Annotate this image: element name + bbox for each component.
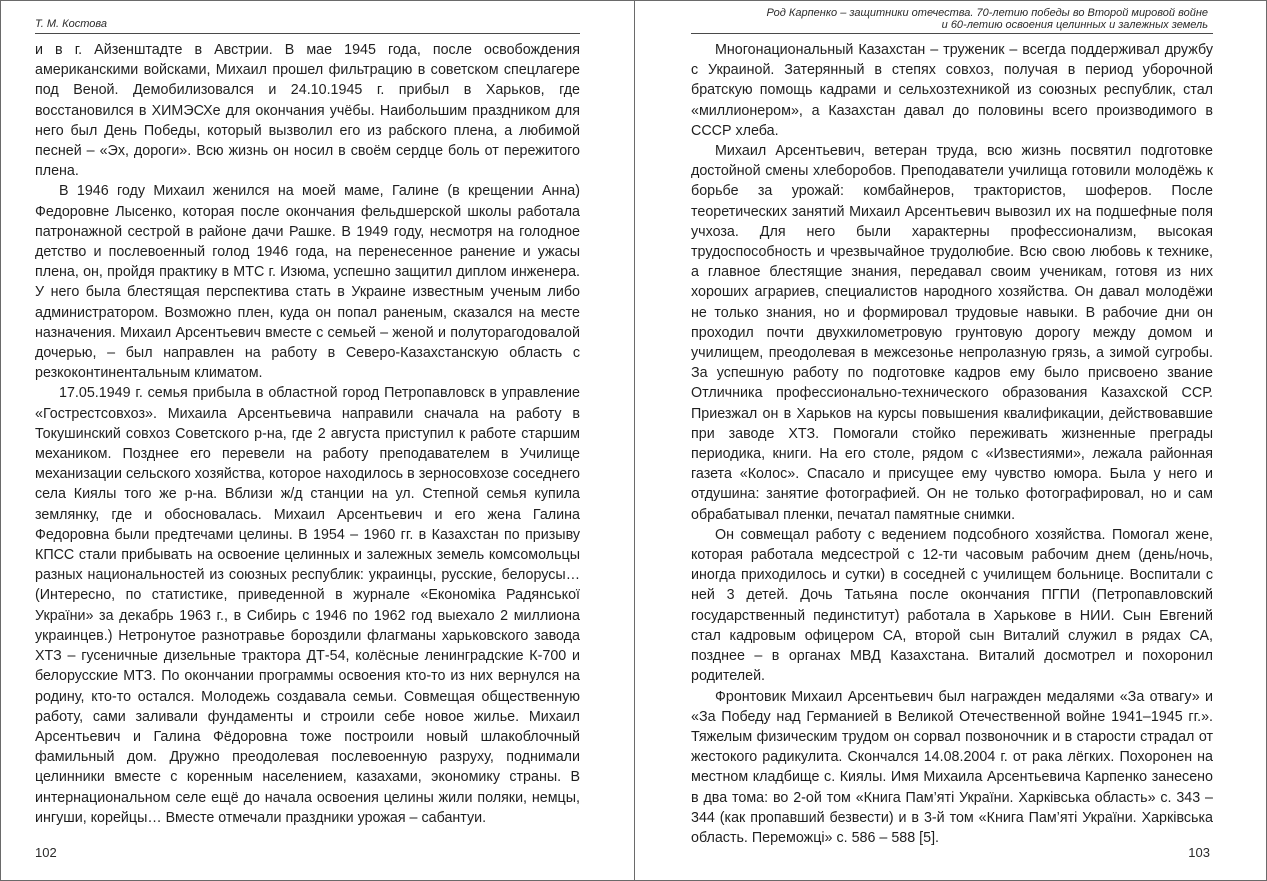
left-paragraph-3: 17.05.1949 г. семья прибыла в областной город Петропавловск в управление «Гострестсовхоз». Михаила Арсентьевича направили сначала на работу в Токушинский совхоз Советского р-на, где 2 августа приступил к работе старшим механиком. Позднее его перевели на работу преподавателем в Училище механизации сельского хозяйства, которое находилось в зерносовхозе соседнего села Киялы того же р-на. Вблизи ж/д станции на ул. Степной семья купила землянку, где и обосновалась. Михаил Арсентьевич и его жена Галина Федоровна были предтечами целины. В 1954 – 1960 гг. в Казахстан по призыву КПСС стали прибывать на освоение целинных и залежных земель комсомольцы разных национальностей из союзных республик: украинцы, русские, белорусы… (Интересно, по статистике, приведенной в журнале «Економіка Радянської України» за декабрь 1963 г., в Сибирь с 1946 по 1962 год выехало 2 миллиона украинцев.) Нетронутое разнотравье бороздили флагманы харьковского завода ХТЗ – гусеничные дизельные трактора ДТ-54, колёсные ленинградские К-700 и белорусские МТЗ. По окончании программы освоения кто-то из них вернулся на родину, кто-то остался. Молодежь создавала семьи. Совмещая общественную работу, сами заливали фундаменты и строили себе новое жилье. Михаил Арсентьевич и Галина Фёдоровна тоже построили новый шлакоблочный фамильный дом. Дружно преодолевая послевоенную разруху, поднимали целинники вместе с коренным населением, казахами, экономику страны. В интернациональном селе ещё до начала освоения целины жили поляки, немцы, ингуши, корейцы… Вместе отмечали праздники урожая – сабантуи. — [35, 385, 580, 826]
right-body-text — [691, 40, 1213, 848]
left-paragraph-1: и в г. Айзенштадте в Австрии. В мае 1945 года, после освобождения американскими войсками, Михаил прошел фильтрацию в советском спецлагере под Веной. Демобилизовался и 24.10.1945 г. прибыл в Харьков, где восстановился в ХИМЭСХе для окончания учёбы. Наибольшим праздником для него был День Победы, который вызволил его из рабского плена, а любимой песней – «Эх, дороги». Всю жизнь он носил в своём сердце боль от пережитого плена. — [35, 42, 580, 180]
right-running-head — [766, 7, 1208, 31]
left-paragraph-2: В 1946 году Михаил женился на моей маме, Галине (в крещении Анна) Федоровне Лысенко, которая после окончания фельдшерской школы работала патронажной сестрой в районе дачи Рашке. В 1949 году, несмотря на голодное детство и послевоенный голод 1946 года, на перенесенное ранение и ужасы плена, он, пройдя практику в МТС г. Изюма, успешно защитил диплом инженера. У него была блестящая перспектива стать в Украине известным ученым либо администратором. Возможно плен, куда он попал раненым, сказался на месте назначения. Михаил Арсентьевич вместе с семьей – женой и полуторагодовалой дочерью, – был направлен на работу в Северо-Казахстанскую область с резкоконтинентальным климатом. — [35, 183, 580, 382]
right-header-rule — [691, 33, 1213, 34]
right-paragraph-3: Он совмещал работу с ведением подсобного хозяйства. Помогал жене, которая работала медсестрой с 12-ти часовым рабочим днем (день/ночь, иногда приходилось и сутки) в соседней с училищем больнице. Воспитали с ней 3 детей. Дочь Татьяна после окончания ПГПИ (Петропавловский государственный пединститут) работала в Харькове в НИИ. Сын Евгений стал кадровым офицером СА, второй сын Виталий служил в рядах СА, позднее – в органах МВД Казахстана. Виталий досмотрел и похоронил родителей. — [691, 526, 1213, 685]
left-header-rule — [35, 33, 580, 34]
right-paragraph-4: Фронтовик Михаил Арсентьевич был награжден медалями «За отвагу» и «За Победу над Германией в Великой Отечественной войне 1941–1945 гг.». Тяжелым физическим трудом он сорвал позвоночник и в старости страдал от жестокого радикулита. Скончался 14.08.2004 г. от рака лёгких. Похоронен на местном кладбище с. Киялы. Имя Михаила Арсентьевича Карпенко занесено в два тома: во 2-ой том «Книга Пам’яті України. Харківська область» с. 343 – 344 (как пропавший безвести) и в 3-й том «Книга Пам’яті України. Харківська область. Переможці» с. 586 – 588 [5]. — [691, 688, 1213, 846]
left-body-text — [35, 40, 580, 828]
right-paragraph-1: Многонациональный Казахстан – труженик – всегда поддерживал дружбу с Украиной. Затерянный в степях совхоз, получая в период уборочной братскую помощь кадрами и сельхозтехникой из союзных республик, стал «миллионером», а Казахстан давал до половины всего производимого в СССР хлеба. — [691, 42, 1213, 139]
right-paragraph-2: Михаил Арсентьевич, ветеран труда, всю жизнь посвятил подготовке достойной смены хлеборобов. Преподаватели училища готовили молодёжь к борьбе за урожай: комбайнеров, трактористов, шоферов. После теоретических занятий Михаил Арсентьевич вывозил их на подшефные поля учхоза. Для него были характерны профессионализм, высокая трудоспособность и чрезвычайное трудолюбие. Всю свою любовь к технике, а главное блестящие знания, передавал своим ученикам, готовя из них хороших аграриев, специалистов народного хозяйства. Он давал молодёжи не только знания, но и формировал трудовые навыки. В рабочие дни он проходил почти двухкилометровую грунтовую дорогу между домом и училищем, преодолевая в межсезонье непролазную грязь, а зимой сугробы. За успешную работу по подготовке кадров ему было присвоено звание Отличника профессионально-технического образования Казахской ССР. Приезжал он в Харьков на курсы повышения квалификации, действовавшие при заводе ХТЗ. Помогали стойко переживать жизненные преграды периодика, книги. На его столе, рядом с «Известиями», лежала районная газета «Колос». Спасало и присущее ему чувство юмора. Была у него и отдушина: занятие фотографией. Он не только фотографировал, но и сам обрабатывал пленки, печатал памятные снимки. — [691, 143, 1213, 523]
right-running-head-line-1: Род Карпенко – защитники отечества. 70-летию победы во Второй мировой войне — [766, 7, 1208, 19]
right-page-number: 103 — [1188, 845, 1210, 860]
left-page-number: 102 — [35, 845, 57, 860]
right-page — [634, 0, 1267, 881]
right-running-head-line-2: и 60-летию освоения целинных и залежных земель — [941, 19, 1208, 31]
left-running-head: Т. М. Костова — [35, 18, 108, 30]
